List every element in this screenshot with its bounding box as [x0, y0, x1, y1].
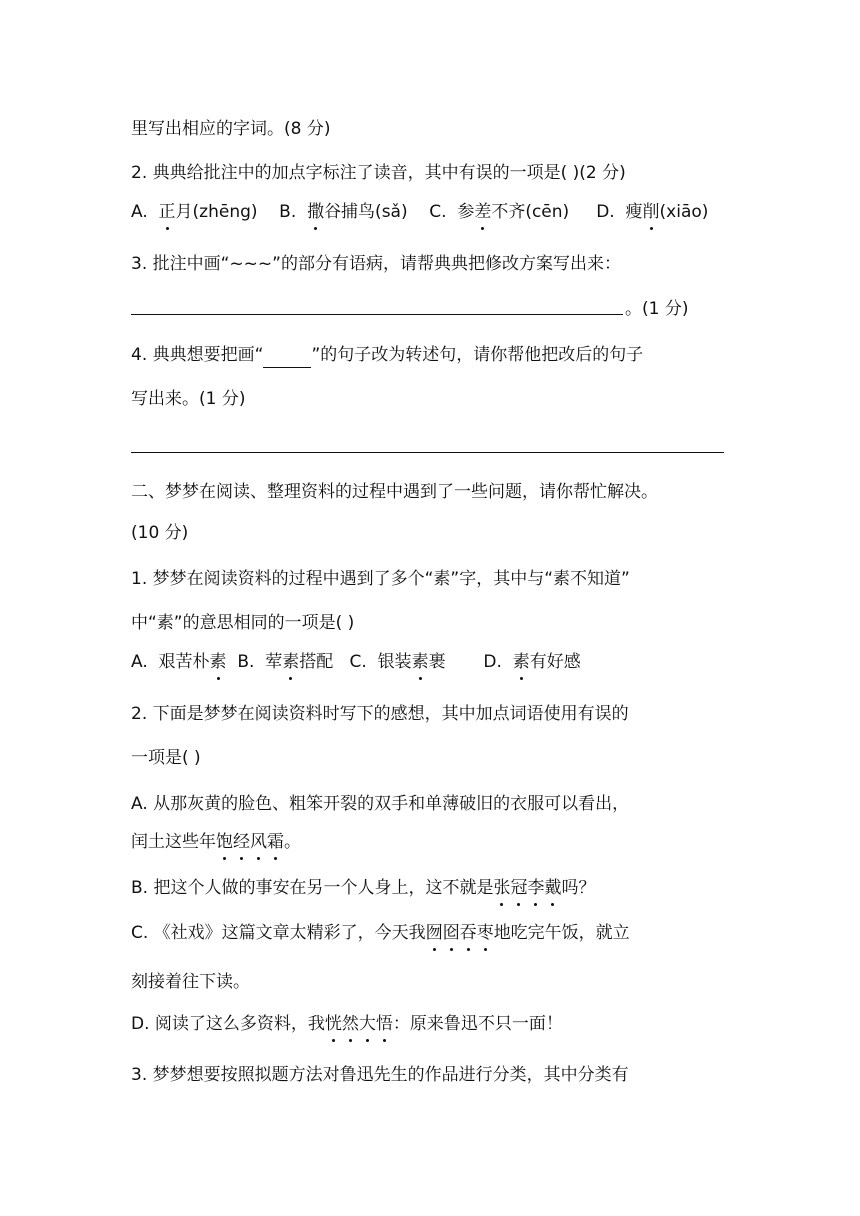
part2-points: (10 分)	[131, 523, 189, 543]
p2q1-options	[131, 650, 581, 674]
p2q1-option-a[interactable]: A. 艰苦朴素	[131, 652, 227, 672]
q2-option-c[interactable]: C. 参差不齐(cēn)	[429, 202, 570, 222]
p2q1-stem-line1: 1. 梦梦在阅读资料的过程中遇到了多个“素”字，其中与“素不知道”	[131, 569, 630, 589]
q2-option-a[interactable]: A. 正月(zhēng)	[131, 202, 258, 222]
q3-answer-suffix: 。(1 分)	[625, 299, 689, 319]
part2-heading: 二、梦梦在阅读、整理资料的过程中遇到了一些问题，请你帮忙解决。	[131, 482, 658, 502]
p2q2-option-c-line2[interactable]: 刻接着往下读。	[131, 972, 250, 992]
p2q1-option-d[interactable]: D. 素有好感	[483, 652, 581, 672]
q2-option-d[interactable]: D. 瘦削(xiāo)	[596, 202, 709, 222]
p2q1-option-b[interactable]: B. 荤素搭配	[237, 652, 334, 672]
q2-stem: 2. 典典给批注中的加点字标注了读音，其中有误的一项是( )(2 分)	[131, 163, 626, 183]
q4-underline-mark	[263, 343, 311, 368]
p2q1-stem-line2: 中“素”的意思相同的一项是( )	[131, 613, 355, 633]
p2q2-option-d[interactable]: D. 阅读了这么多资料，我恍然大悟：原来鲁迅不只一面！	[131, 1014, 563, 1034]
q4-stem-line2: 写出来。(1 分)	[131, 389, 246, 409]
p2q2-option-c-line1[interactable]: C. 《社戏》这篇文章太精彩了，今天我囫囵吞枣地吃完午饭，就立	[131, 923, 630, 943]
q2-options	[131, 200, 708, 224]
p2q2-stem-line2: 一项是( )	[131, 748, 201, 768]
p2q1-option-c[interactable]: C. 银装素裹	[349, 652, 446, 672]
q4-stem: 4. 典典想要把画“ ”的句子改为转述句，请你帮他把改后的句子	[131, 343, 643, 368]
p2q2-stem-line1: 2. 下面是梦梦在阅读资料时写下的感想，其中加点词语使用有误的	[131, 704, 629, 724]
p2q3-stem-line1: 3. 梦梦想要按照拟题方法对鲁迅先生的作品进行分类，其中分类有	[131, 1065, 629, 1085]
p2q2-option-a-line1[interactable]: A. 从那灰黄的脸色、粗笨开裂的双手和单薄破旧的衣服可以看出，	[131, 794, 630, 814]
p2q2-option-b[interactable]: B. 把这个人做的事安在另一个人身上，这不就是张冠李戴吗？	[131, 878, 596, 898]
p2q2-option-a-line2[interactable]: 闰土这些年饱经风霜。	[131, 832, 301, 852]
q3-stem: 3. 批注中画“~~~”的部分有语病，请帮典典把修改方案写出来：	[131, 254, 621, 274]
intro-tail: 里写出相应的字词。(8 分)	[131, 119, 331, 139]
q3-answer-line[interactable]	[131, 314, 623, 315]
q4-answer-line[interactable]	[131, 452, 724, 453]
q2-option-b[interactable]: B. 撒谷捕鸟(sǎ)	[279, 202, 408, 222]
